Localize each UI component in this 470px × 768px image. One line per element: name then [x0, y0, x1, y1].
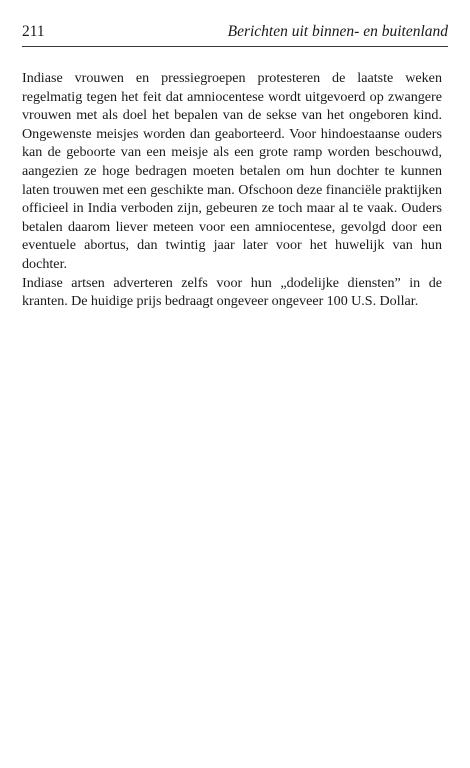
- body-text: [22, 69, 442, 311]
- paragraph: Indiase vrouwen en pressiegroepen protesteren de laatste weken regelmatig tegen het feit dat amniocentese wordt uitgevoerd op zwangere vrouwen met als doel het bepalen van de sekse van het ongeboren kind. Ongewenste meisjes worden dan geaborteerd. Voor hindoestaanse ouders kan de geboorte van een meisje als een grote ramp worden beschouwd, aangezien ze hoge bedragen moeten betalen om hun dochter te kunnen laten trouwen met een geschikte man. Ofschoon deze financiële praktijken officieel in India verboden zijn, gebeuren ze toch maar al te vaak. Ouders betalen daarom liever meteen voor een amniocentese, gevolgd door een eventuele abortus, dan twintig jaar later voor het huwelijk van hun dochter.: [22, 70, 442, 272]
- running-title: Berichten uit binnen- en buitenland: [227, 23, 448, 40]
- page-number: 211: [22, 23, 45, 40]
- paragraph: Indiase artsen adverteren zelfs voor hun „dodelijke diensten” in de kranten. De huidige prijs bedraagt ongeveer ongeveer 100 U.S. Dollar.: [22, 274, 442, 310]
- header-rule: [22, 46, 448, 47]
- running-head: [22, 21, 448, 43]
